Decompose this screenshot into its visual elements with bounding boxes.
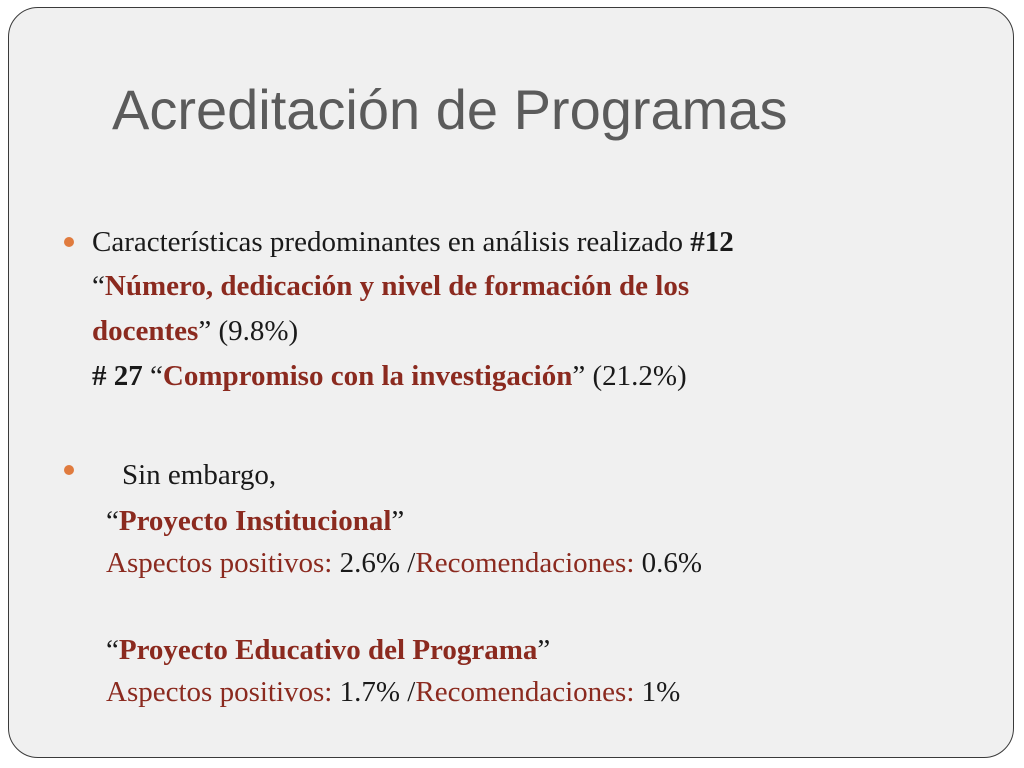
item1-recommendation-label: Recomendaciones: [415, 547, 642, 579]
item1-title: Proyecto Institucional [118, 505, 392, 537]
item1-recommendation-value: 0.6% [641, 547, 703, 579]
bullet-dot [64, 237, 74, 247]
slide-title: Acreditación de Programas [112, 78, 788, 141]
bullet1-highlight-1-end: docentes [92, 315, 199, 347]
open-quote: “ [150, 360, 163, 392]
item1-title-line [106, 503, 404, 539]
bullet1-number: #12 [690, 226, 734, 258]
close-quote: ” [537, 634, 551, 666]
bullet1-highlight-1: Número, dedicación y nivel de formación de los [104, 270, 690, 302]
item2-positive-value: 1.7% [339, 676, 401, 708]
item1-separator: / [400, 547, 416, 579]
item2-separator: / [400, 676, 416, 708]
item2-recommendation-label: Recomendaciones: [415, 676, 642, 708]
bullet1-number-2: # 27 [92, 360, 150, 392]
bullet2-intro: Sin embargo, [122, 459, 277, 491]
bullet1-intro-text: Características predominantes en análisis realizado [92, 226, 691, 258]
item2-recommendation-value: 1% [641, 676, 681, 708]
bullet1-percent-2: ” (21.2%) [572, 360, 687, 392]
open-quote: “ [92, 270, 105, 302]
item1-stats-line [106, 545, 702, 581]
bullet1-line4 [92, 358, 687, 394]
open-quote: “ [106, 505, 119, 537]
bullet1-line2 [92, 268, 689, 304]
item2-stats-line [106, 674, 680, 710]
bullet1-percent-1: ” (9.8%) [198, 315, 299, 347]
item1-positive-value: 2.6% [339, 547, 401, 579]
open-quote: “ [106, 634, 119, 666]
bullet1-highlight-2: Compromiso con la investigación [162, 360, 573, 392]
bullet1-line3 [92, 313, 298, 349]
bullet-dot [64, 465, 74, 475]
item2-title: Proyecto Educativo del Programa [118, 634, 538, 666]
item2-title-line [106, 632, 550, 668]
close-quote: ” [391, 505, 405, 537]
item2-positive-label: Aspectos positivos: [106, 676, 340, 708]
item1-positive-label: Aspectos positivos: [106, 547, 340, 579]
bullet1-line1 [92, 224, 734, 260]
